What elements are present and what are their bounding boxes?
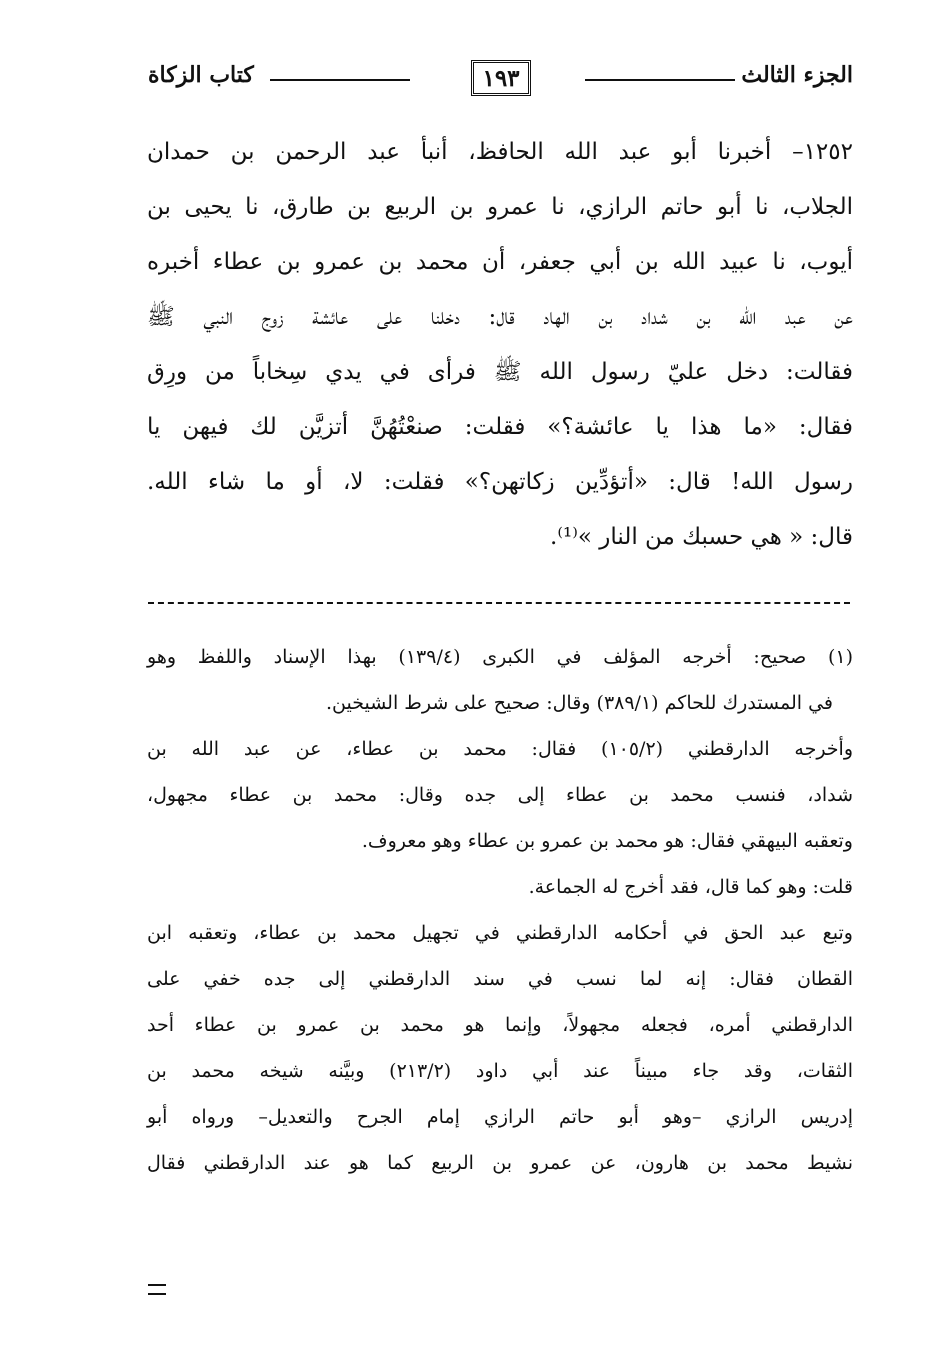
hadith-line: عن عبد الله بن شداد بن الهاد قال: دخلنا على عائشة زوج النبي ﷺ bbox=[147, 304, 853, 330]
footnotes bbox=[147, 634, 853, 1186]
hadith-line: رسول الله! قال: «أتؤدِّين زكاتهن؟» فقلت: لا، أو ما شاء الله. bbox=[147, 469, 853, 495]
footnote-line: شداد، فنسب محمد بن عطاء إلى جده وقال: محمد بن عطاء مجهول، bbox=[147, 784, 853, 806]
header-rule-right bbox=[585, 79, 735, 81]
footnote-separator bbox=[148, 602, 850, 604]
footnote-line: (١) صحيح: أخرجه المؤلف في الكبرى (١٣٩/٤) بهذا الإسناد واللفظ وهو bbox=[147, 646, 854, 668]
continuation-mark bbox=[148, 1284, 166, 1295]
hadith-text bbox=[147, 125, 853, 565]
hadith-line: ١٢٥٢– أخبرنا أبو عبد الله الحافظ، أنبأ عبد الرحمن بن حمدان bbox=[147, 139, 853, 165]
hadith-line: أيوب، نا عبيد الله بن أبي جعفر، أن محمد بن عمرو بن عطاء أخبره bbox=[147, 249, 853, 275]
footnote-line: في المستدرك للحاكم (٣٨٩/١) وقال: صحيح على شرط الشيخين. bbox=[325, 692, 833, 714]
footnote-line: الدارقطني أمره، فجعله مجهولاً، وإنما هو محمد بن عمرو بن عطاء أحد bbox=[147, 1014, 853, 1036]
hadith-line: قال: « هي حسبك من النار »⁽¹⁾. bbox=[550, 524, 853, 550]
volume-title: الجزء الثالث bbox=[741, 62, 853, 88]
header-rule-left bbox=[270, 79, 410, 81]
footnote-line: نشيط محمد بن هارون، عن عمرو بن الربيع كما هو عند الدارقطني فقال bbox=[147, 1152, 853, 1174]
hadith-line: فقال: «ما هذا يا عائشة؟» فقلت: صنعْتُهُنَّ أتزيَّن لك فيهن يا bbox=[147, 414, 853, 440]
footnote-line: الثقات، وقد جاء مبيناً عند أبي داود (٢١٣/٢) وبيَّنه شيخه محمد بن bbox=[147, 1060, 853, 1082]
hadith-line: الجلاب، نا أبو حاتم الرازي، نا عمرو بن الربيع بن طارق، نا يحيى بن bbox=[147, 194, 853, 220]
footnote-line: وتبع عبد الحق في أحكامه الدارقطني في تجهيل محمد بن عطاء، وتعقبه ابن bbox=[147, 922, 853, 944]
footnote-line: وتعقبه البيهقي فقال: هو محمد بن عمرو بن عطاء وهو معروف. bbox=[361, 830, 853, 852]
page-number: ١٩٣ bbox=[471, 60, 531, 96]
hadith-line: فقالت: دخل عليّ رسول الله ﷺ فرأى في يدي سِخاباً من ورِق bbox=[147, 359, 853, 385]
footnote-line: القطان فقال: إنه لما نسب في سند الدارقطني إلى جده خفي على bbox=[147, 968, 853, 990]
footnote-line: إدريس الرازي –وهو أبو حاتم الرازي إمام الجرح والتعديل– ورواه أبو bbox=[147, 1106, 853, 1128]
page-header bbox=[148, 58, 853, 98]
footnote-line: قلت: وهو كما قال، فقد أخرج له الجماعة. bbox=[528, 876, 853, 898]
book-title: كتاب الزكاة bbox=[148, 62, 254, 88]
footnote-line: وأخرجه الدارقطني (١٠٥/٢) فقال: محمد بن عطاء، عن عبد الله بن bbox=[147, 738, 853, 760]
